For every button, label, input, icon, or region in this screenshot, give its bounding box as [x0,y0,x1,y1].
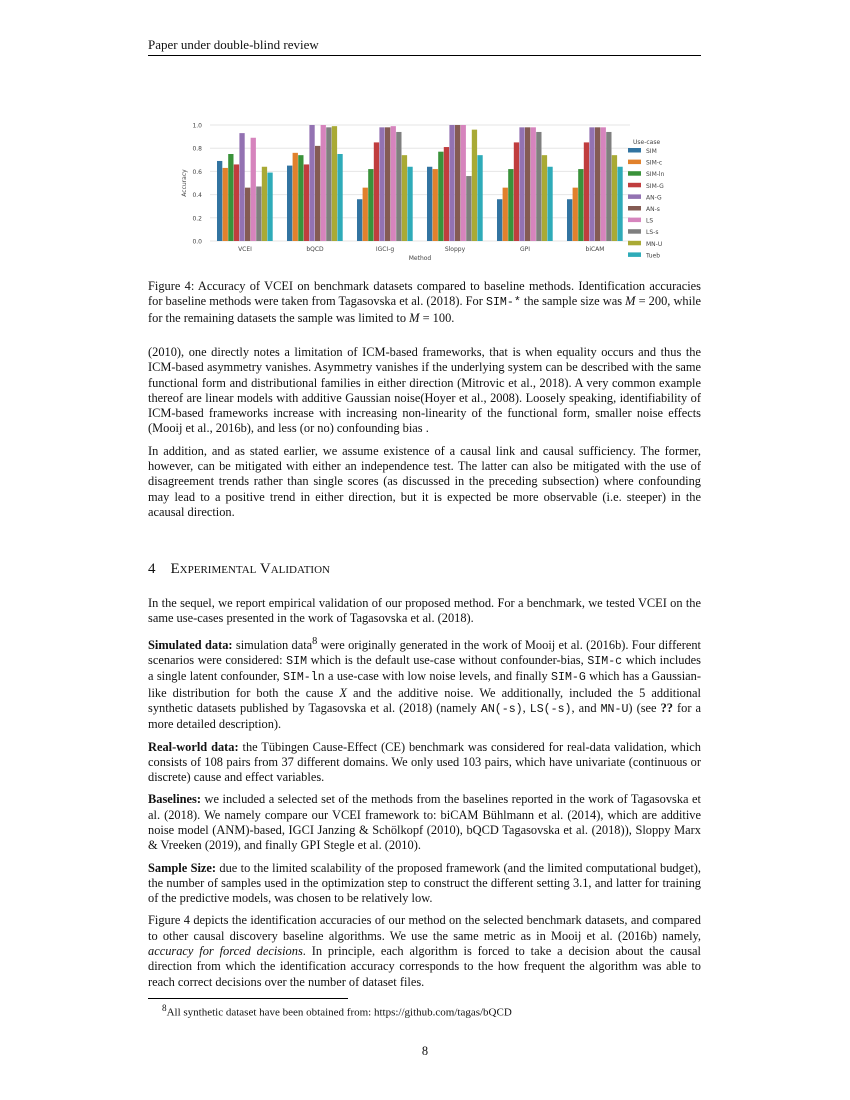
legend-label: AN-G [646,194,662,202]
bar-SIM-G-GPI [514,142,519,241]
accuracy-bar-chart [0,0,850,270]
experimental-text [148,596,701,997]
section-title: Experimental Validation [170,561,330,577]
text-run: for a more detailed description). [148,700,701,732]
bar-AN-G-Sloppy [449,125,454,241]
y-axis-label: Accuracy [181,169,188,197]
bar-MN-U-Sloppy [472,130,477,241]
figure-caption [148,279,701,326]
bar-SIM-GPI [497,199,502,241]
legend-swatch-AN-s [628,206,641,211]
bar-LS-VCEI [251,138,256,241]
bar-AN-G-biCAM [589,127,594,241]
paragraph-lead-in: Sample Size: [148,860,217,875]
legend-label: LS-s [646,229,659,237]
code-term: LS(-s) [529,702,572,716]
bar-LS-s-GPI [536,132,541,241]
code-term: SIM-* [486,296,521,310]
paragraph-lead-in: Simulated data: [148,637,233,652]
text-run: due to the limited scalability of the proposed framework (and the limited computational budget), the number of samples used in the optimization step to construct the different setting 3.1, and latter for training of the predictive models, was chosen to be relatively low. [148,860,701,906]
text-run: , [522,700,530,715]
footnote-ref: 8 [312,635,318,647]
bar-LS-GPI [531,127,536,241]
text-run: In the sequel, we report empirical validation of our proposed method. For a benchmark, we tested VCEI on the same use-cases presented in the work of Tagasovska et al. (2018). [148,596,701,626]
bar-AN-G-IGCI-g [379,127,384,241]
text-run: (2010), one directly notes a limitation of ICM-based frameworks, that is when equality occurs and thus the ICM-based asymmetry vanishes. Asymmetry vanishes if the underlying system can be described with the same functional form and distributional families in either direction (Mitrovic et al., 2018). A very common example thereof are linear models with additive Gaussian noise(Hoyer et al., 2008). Loosely speaking, identifiability of ICM-based frameworks increase with increasing non-linearity of the functional form, smaller noise effects (Mooij et al., 2016b), and less (or no) confounding bias . [148,345,701,436]
page-number: 8 [421,1044,429,1058]
bar-SIM-ln-bQCD [298,155,303,241]
bar-Tueb-bQCD [337,154,342,241]
text-run: M [625,294,636,309]
bar-LS-s-VCEI [256,186,261,241]
x-tick-label: IGCI-g [375,246,395,253]
bar-MN-U-biCAM [612,155,617,241]
legend-label: SIM-ln [646,171,665,179]
bar-SIM-VCEI [217,161,222,241]
text-run: which has a Gaussian-like distribution for both the cause [148,669,701,700]
bar-LS-s-biCAM [606,132,611,241]
x-axis-label: Method [408,255,432,262]
bar-Tueb-VCEI [267,173,272,241]
paragraph [148,596,701,627]
footnote-text: All synthetic dataset have been obtained from: https://github.com/tagas/bQCD [166,1006,512,1019]
bar-MN-U-bQCD [332,126,337,241]
paragraph [148,345,701,437]
bar-SIM-Sloppy [427,167,432,241]
text-run: a use-case with low noise levels, and finally [324,669,552,684]
bar-SIM-ln-GPI [508,169,513,241]
bar-AN-s-Sloppy [455,125,460,241]
bar-Tueb-Sloppy [477,155,482,241]
footnote-rule [148,998,348,999]
section-heading [148,561,330,578]
bar-SIM-ln-biCAM [578,169,583,241]
text-run: the sample size was [520,294,626,309]
section-number: 4 [148,561,156,577]
paragraph [148,444,701,520]
bar-SIM-c-IGCI-g [363,188,368,241]
text-run: we included a selected set of the methods from the baselines reported in the work of Tagasovska et al. (2018). We namely compare our VCEI framework to: biCAM Bühlmann et al. (2014), which are additive noise model (ANM)-based, IGCI Janzing & Schölkopf (2010), bQCD Tagasovska et al. (2018)), Sloppy Marx & Vreeken (2019), and finally GPI Stegle et al. (2010). [148,792,701,853]
bar-SIM-G-IGCI-g [374,142,379,241]
legend-label: LS [646,217,654,225]
paragraph-lead-in: Baselines: [148,792,202,807]
bar-Tueb-IGCI-g [407,167,412,241]
bar-SIM-ln-IGCI-g [368,169,373,241]
footnote [162,1003,512,1019]
text-run: Figure 4: Accuracy of VCEI on benchmark datasets compared to baseline methods. Identification accuracies for baseline methods were taken from Tagasovska et al. (2018). For [148,279,701,309]
legend-label: SIM [646,148,657,155]
bar-MN-U-VCEI [262,167,267,241]
bar-LS-IGCI-g [391,126,396,241]
bar-SIM-ln-Sloppy [438,152,443,241]
bar-SIM-c-VCEI [223,168,228,241]
bar-AN-G-bQCD [309,125,314,241]
bar-SIM-ln-VCEI [228,154,233,241]
bar-Tueb-biCAM [617,167,622,241]
legend-label: Tueb [646,252,661,260]
legend-swatch-Tueb [628,252,641,257]
text-run: which includes a single latent confounder, [148,653,701,684]
paragraph-lead-in: Real-world data: [148,739,239,754]
paragraph [148,861,701,907]
text-run: In addition, and as stated earlier, we assume existence of a causal link and causal sufficiency. The former, however, can be mitigated with either an independence test. The latter can also be mitigated with the use of disagreement trends rather than single scores (as discussed in the preceding subsection) where confounding may lead to a positive trend in either direction, but it is expected be more observable (i.e. steeper) in the acausal direction. [148,443,701,519]
bar-MN-U-IGCI-g [402,155,407,241]
legend-label: SIM-G [646,182,664,190]
bar-LS-s-bQCD [326,127,331,241]
legend-swatch-LS [628,218,641,223]
text-run: ) (see [628,700,661,715]
legend-label: MN-U [646,240,663,248]
footnote-mark: 8 [162,1003,167,1013]
text-run: = 200, while for the remaining datasets the sample was limited to [148,294,702,325]
text-run: M [409,310,420,325]
legend-swatch-MN-U [628,241,641,246]
bar-AN-s-biCAM [595,127,600,241]
bar-SIM-bQCD [287,166,292,241]
y-tick-label: 1.0 [192,122,202,130]
legend-swatch-SIM-c [628,160,641,165]
y-tick-label: 0.6 [192,168,202,176]
bar-Tueb-GPI [547,167,552,241]
text-run: , and [571,700,601,715]
bar-SIM-IGCI-g [357,199,362,241]
x-tick-label: VCEI [238,246,252,253]
y-tick-label: 0.8 [192,145,202,153]
bar-MN-U-GPI [542,155,547,241]
bar-AN-s-bQCD [315,146,320,241]
bar-LS-bQCD [321,125,326,241]
bar-LS-s-IGCI-g [396,132,401,241]
legend-swatch-SIM-G [628,183,641,188]
code-term: SIM-c [587,655,623,669]
bar-LS-biCAM [601,127,606,241]
discussion-text [148,345,701,527]
text-run: the Tübingen Cause-Effect (CE) benchmark was considered for real-data validation, which consists of 108 pairs from 37 different domains. We only used 103 pairs, which have univariate (continuous or discrete) cause and effect variables. [148,739,701,785]
legend-swatch-LS-s [628,229,641,234]
y-tick-label: 0.2 [192,215,202,223]
code-term: SIM-ln [282,671,325,685]
paragraph [148,913,701,989]
bar-AN-s-VCEI [245,188,250,241]
text-run: accuracy for forced decisions [148,944,303,959]
bar-SIM-G-Sloppy [444,147,449,241]
bar-SIM-c-Sloppy [433,169,438,241]
code-term: MN-U [600,702,629,716]
text-run: simulation data [232,637,313,652]
legend-title: Use-case [633,139,661,146]
y-tick-label: 0.0 [192,238,202,246]
legend-label: AN-s [646,206,660,213]
paragraph [148,792,701,853]
text-run: which is the default use-case without confounder-bias, [307,653,588,668]
bar-SIM-G-biCAM [584,142,589,241]
code-term: SIM [286,655,308,669]
bar-SIM-G-bQCD [304,164,309,241]
legend-swatch-SIM [628,148,641,153]
paragraph [148,740,701,786]
bar-SIM-c-bQCD [293,153,298,241]
code-term: AN(-s) [480,702,523,716]
bar-AN-s-IGCI-g [385,127,390,241]
bar-AN-G-GPI [519,127,524,241]
running-header: Paper under double-blind review [148,37,319,52]
bar-SIM-biCAM [567,199,572,241]
bar-LS-Sloppy [461,125,466,241]
text-run: = 100. [419,310,455,325]
x-tick-label: biCAM [585,246,605,253]
paragraph [148,634,701,733]
text-run: and the additive noise. We additionally, included the 5 additional synthetic datasets published by Tagasovska et al. (2018) (namely [148,685,701,715]
legend-swatch-SIM-ln [628,171,641,176]
y-tick-label: 0.4 [192,192,202,200]
text-run: . In principle, each algorithm is forced to take a decision about the causal direction from which the identification accuracy corresponds to the how frequent the algorithm was able to reach correct decisions over the number of dataset files. [148,944,701,989]
bar-SIM-G-VCEI [234,164,239,241]
text-run: Figure 4 depicts the identification accuracies of our method on the selected benchmark datasets, and compared to other causal discovery baseline algorithms. We use the same metric as in Mooij et al. (2016b) namely, [148,913,701,943]
x-tick-label: Sloppy [444,246,466,253]
text-run: X [339,685,347,700]
code-term: SIM-G [551,671,586,685]
legend-swatch-AN-G [628,194,641,199]
paragraph-lead-in: ?? [660,700,673,715]
bar-SIM-c-biCAM [573,188,578,241]
x-tick-label: bQCD [306,246,324,253]
x-tick-label: GPI [519,246,531,253]
text-run: were originally generated in the work of Mooij et al. (2016b). Four different scenarios were considered: [148,637,701,668]
bar-SIM-c-GPI [503,188,508,241]
bar-LS-s-Sloppy [466,176,471,241]
bar-AN-G-VCEI [239,133,244,241]
bar-AN-s-GPI [525,127,530,241]
legend-label: SIM-c [646,159,663,167]
